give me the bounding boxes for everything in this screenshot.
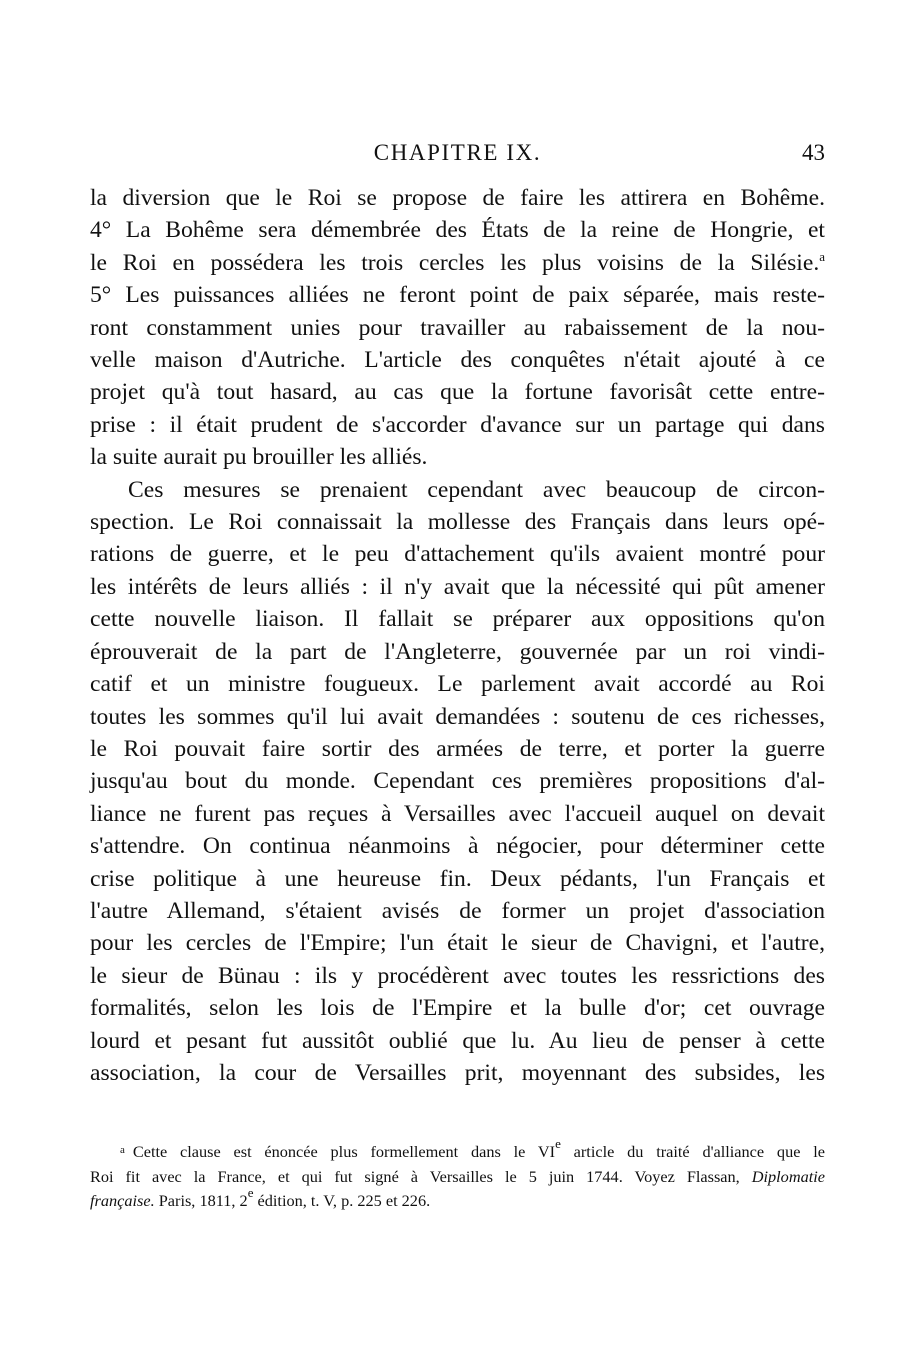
text-line: le sieur de Bünau : ils y procédèrent avec toutes les ressrictions des: [90, 962, 825, 989]
text-line: catif et un ministre fougueux. Le parlement avait accordé au Roi: [90, 671, 825, 698]
text-line: spection. Le Roi connaissait la mollesse des Français dans leurs opé-: [90, 509, 825, 536]
footnote-line: [90, 1185, 825, 1214]
text-line: toutes les sommes qu'il lui avait demandées : soutenu de ces richesses,: [90, 703, 825, 730]
text-line: Ces mesures se prenaient cependant avec beaucoup de circon-: [128, 476, 825, 503]
text-line: lourd et pesant fut aussitôt oublié que lu. Au lieu de penser à cette: [90, 1027, 825, 1054]
text-line: les intérêts de leurs alliés : il n'y avait que la nécessité qui pût amener: [90, 573, 825, 600]
text-line: ront constamment unies pour travailler au rabaissement de la nou-: [90, 314, 825, 341]
text-line: 5° Les puissances alliées ne feront point de paix séparée, mais reste-: [90, 282, 825, 309]
footnote-text: édition, t. V, p. 225 et 226.: [253, 1191, 431, 1210]
text-line: [90, 247, 825, 279]
text-line: l'autre Allemand, s'étaient avisés de former un projet d'association: [90, 897, 825, 924]
footnote-superscript: e: [247, 1185, 254, 1200]
footnote-italic-title: française.: [90, 1191, 155, 1210]
text-line: 4° La Bohême sera démembrée des États de la reine de Hongrie, et: [90, 217, 825, 244]
chapter-title: CHAPITRE IX.: [373, 140, 542, 165]
page: [90, 140, 825, 1089]
text-line: pour les cercles de l'Empire; l'un était le sieur de Chavigni, et l'autre,: [90, 930, 825, 957]
footnote-text: article du traité d'alliance que le: [560, 1142, 825, 1161]
text-line: association, la cour de Versailles prit, moyennant des subsides, les: [90, 1059, 825, 1086]
footnote-italic-title: Diplomatie: [751, 1166, 825, 1186]
footnote-line: [90, 1138, 825, 1165]
footnote-superscript: e: [555, 1136, 561, 1151]
footnote-text: Paris, 1811, 2: [154, 1191, 248, 1210]
page-number: 43: [802, 140, 825, 165]
paragraph-1: [90, 182, 825, 474]
text-line: rations de guerre, et le peu d'attachement qu'ils avaient montré pour: [90, 541, 825, 568]
text-line: projet qu'à tout hasard, au cas que la fortune favorisât cette entre-: [90, 379, 825, 406]
paragraph-2: [90, 474, 825, 1090]
text-line: le Roi pouvait faire sortir des armées de terre, et porter la guerre: [90, 735, 825, 762]
running-head: [90, 140, 825, 182]
text-line: crise politique à une heureuse fin. Deux pédants, l'un Français et: [90, 865, 825, 892]
footnotes: [90, 1138, 825, 1214]
text-line: éprouverait de la part de l'Angleterre, gouvernée par un roi vindi-: [90, 638, 825, 665]
footnote-reference: a: [819, 248, 825, 264]
text-line: liance ne furent pas reçues à Versailles avec l'accueil auquel on devait: [90, 800, 825, 827]
text-line: prise : il était prudent de s'accorder d'avance sur un partage qui dans: [90, 411, 825, 438]
text-line-content: le Roi en possédera les trois cercles les plus voisins de la Silésie.: [90, 249, 820, 276]
text-line: jusqu'au bout du monde. Cependant ces premières propositions d'al-: [90, 768, 825, 795]
text-line: formalités, selon les lois de l'Empire et la bulle d'or; cet ouvrage: [90, 995, 825, 1022]
footnote-line: [90, 1165, 825, 1190]
body-text: [90, 182, 825, 1089]
text-line: la diversion que le Roi se propose de faire les attirera en Bohême.: [90, 185, 825, 211]
text-line: la suite aurait pu brouiller les alliés.: [90, 444, 428, 471]
footnote-text: Roi fit avec la France, et qui fut signé à Versailles le 5 juin 1744. Voyez Flassan,: [90, 1166, 740, 1186]
text-line: velle maison d'Autriche. L'article des conquêtes n'était ajouté à ce: [90, 347, 825, 374]
footnote-marker: a: [120, 1144, 125, 1156]
text-line: s'attendre. On continua néanmoins à négocier, pour déterminer cette: [90, 833, 825, 860]
text-line: cette nouvelle liaison. Il fallait se préparer aux oppositions qu'on: [90, 606, 825, 633]
footnote-text: Cette clause est énoncée plus formellement dans le VI: [132, 1142, 556, 1161]
